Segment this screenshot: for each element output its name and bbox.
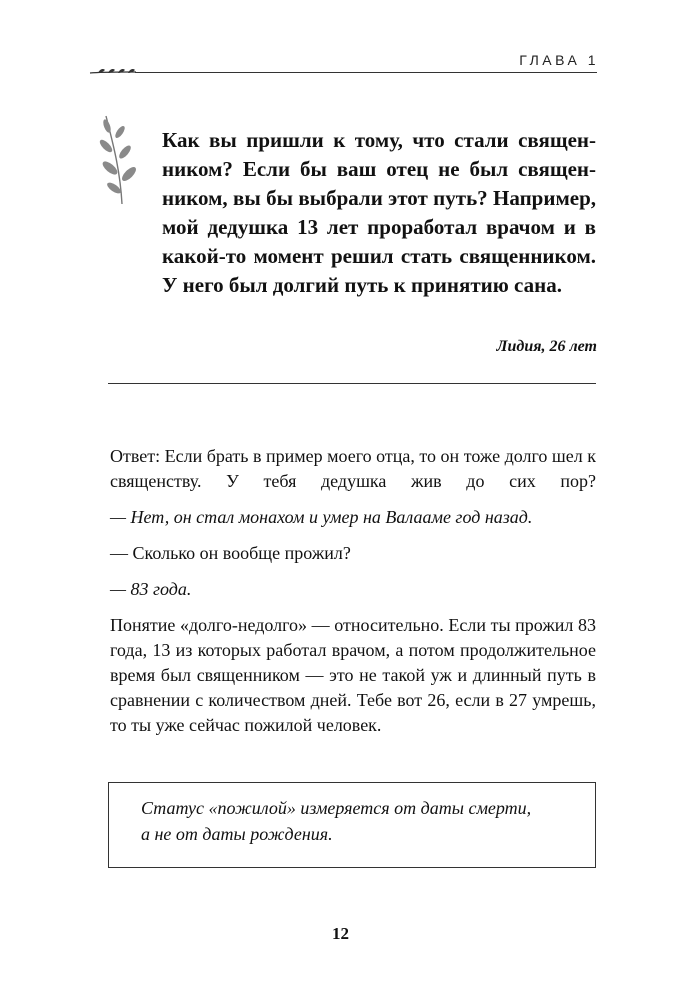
reader-question: Как вы пришли к тому, что стали священником? Если бы ваш отец не был священником, вы бы выбрали этот путь? Например, мой дедушка 13 лет проработал врачом и в какой-то момент решил стать священником. У него был долгий путь к принятию сана. <box>162 128 596 297</box>
answer-paragraph: Ответ: Если брать в пример моего отца, то он тоже долго шел к священству. У тебя дедушка жив до сих пор? <box>110 446 596 491</box>
page-number: 12 <box>332 924 349 943</box>
dialogue-line: — Сколько он вообще прожил? <box>110 543 351 563</box>
dialogue-line: — Нет, он стал монахом и умер на Валааме год назад. <box>110 507 533 527</box>
leaf-sprig-icon <box>98 112 142 206</box>
vine-ornament-icon <box>88 63 138 81</box>
quote-line: а не от даты рождения. <box>141 824 333 844</box>
answer-block <box>110 444 596 749</box>
answer-paragraph: Понятие «долго-недолго» — относительно. Если ты прожил 83 года, 13 из которых работал врачом, а потом продолжительное время был священником — это не такой уж и длинный путь в сравнении с количеством дней. Тебе вот 26, если в 27 умрешь, то ты уже сейчас пожилой человек. <box>110 615 596 735</box>
highlight-quote-box <box>108 782 596 868</box>
dialogue-line: — 83 года. <box>110 579 192 599</box>
question-author: Лидия, 26 лет <box>496 338 597 355</box>
section-divider <box>108 383 596 384</box>
quote-line: Статус «пожилой» измеряется от даты смерти, <box>141 798 532 818</box>
chapter-title: ГЛАВА 1 <box>519 52 599 68</box>
header-rule <box>135 72 597 73</box>
